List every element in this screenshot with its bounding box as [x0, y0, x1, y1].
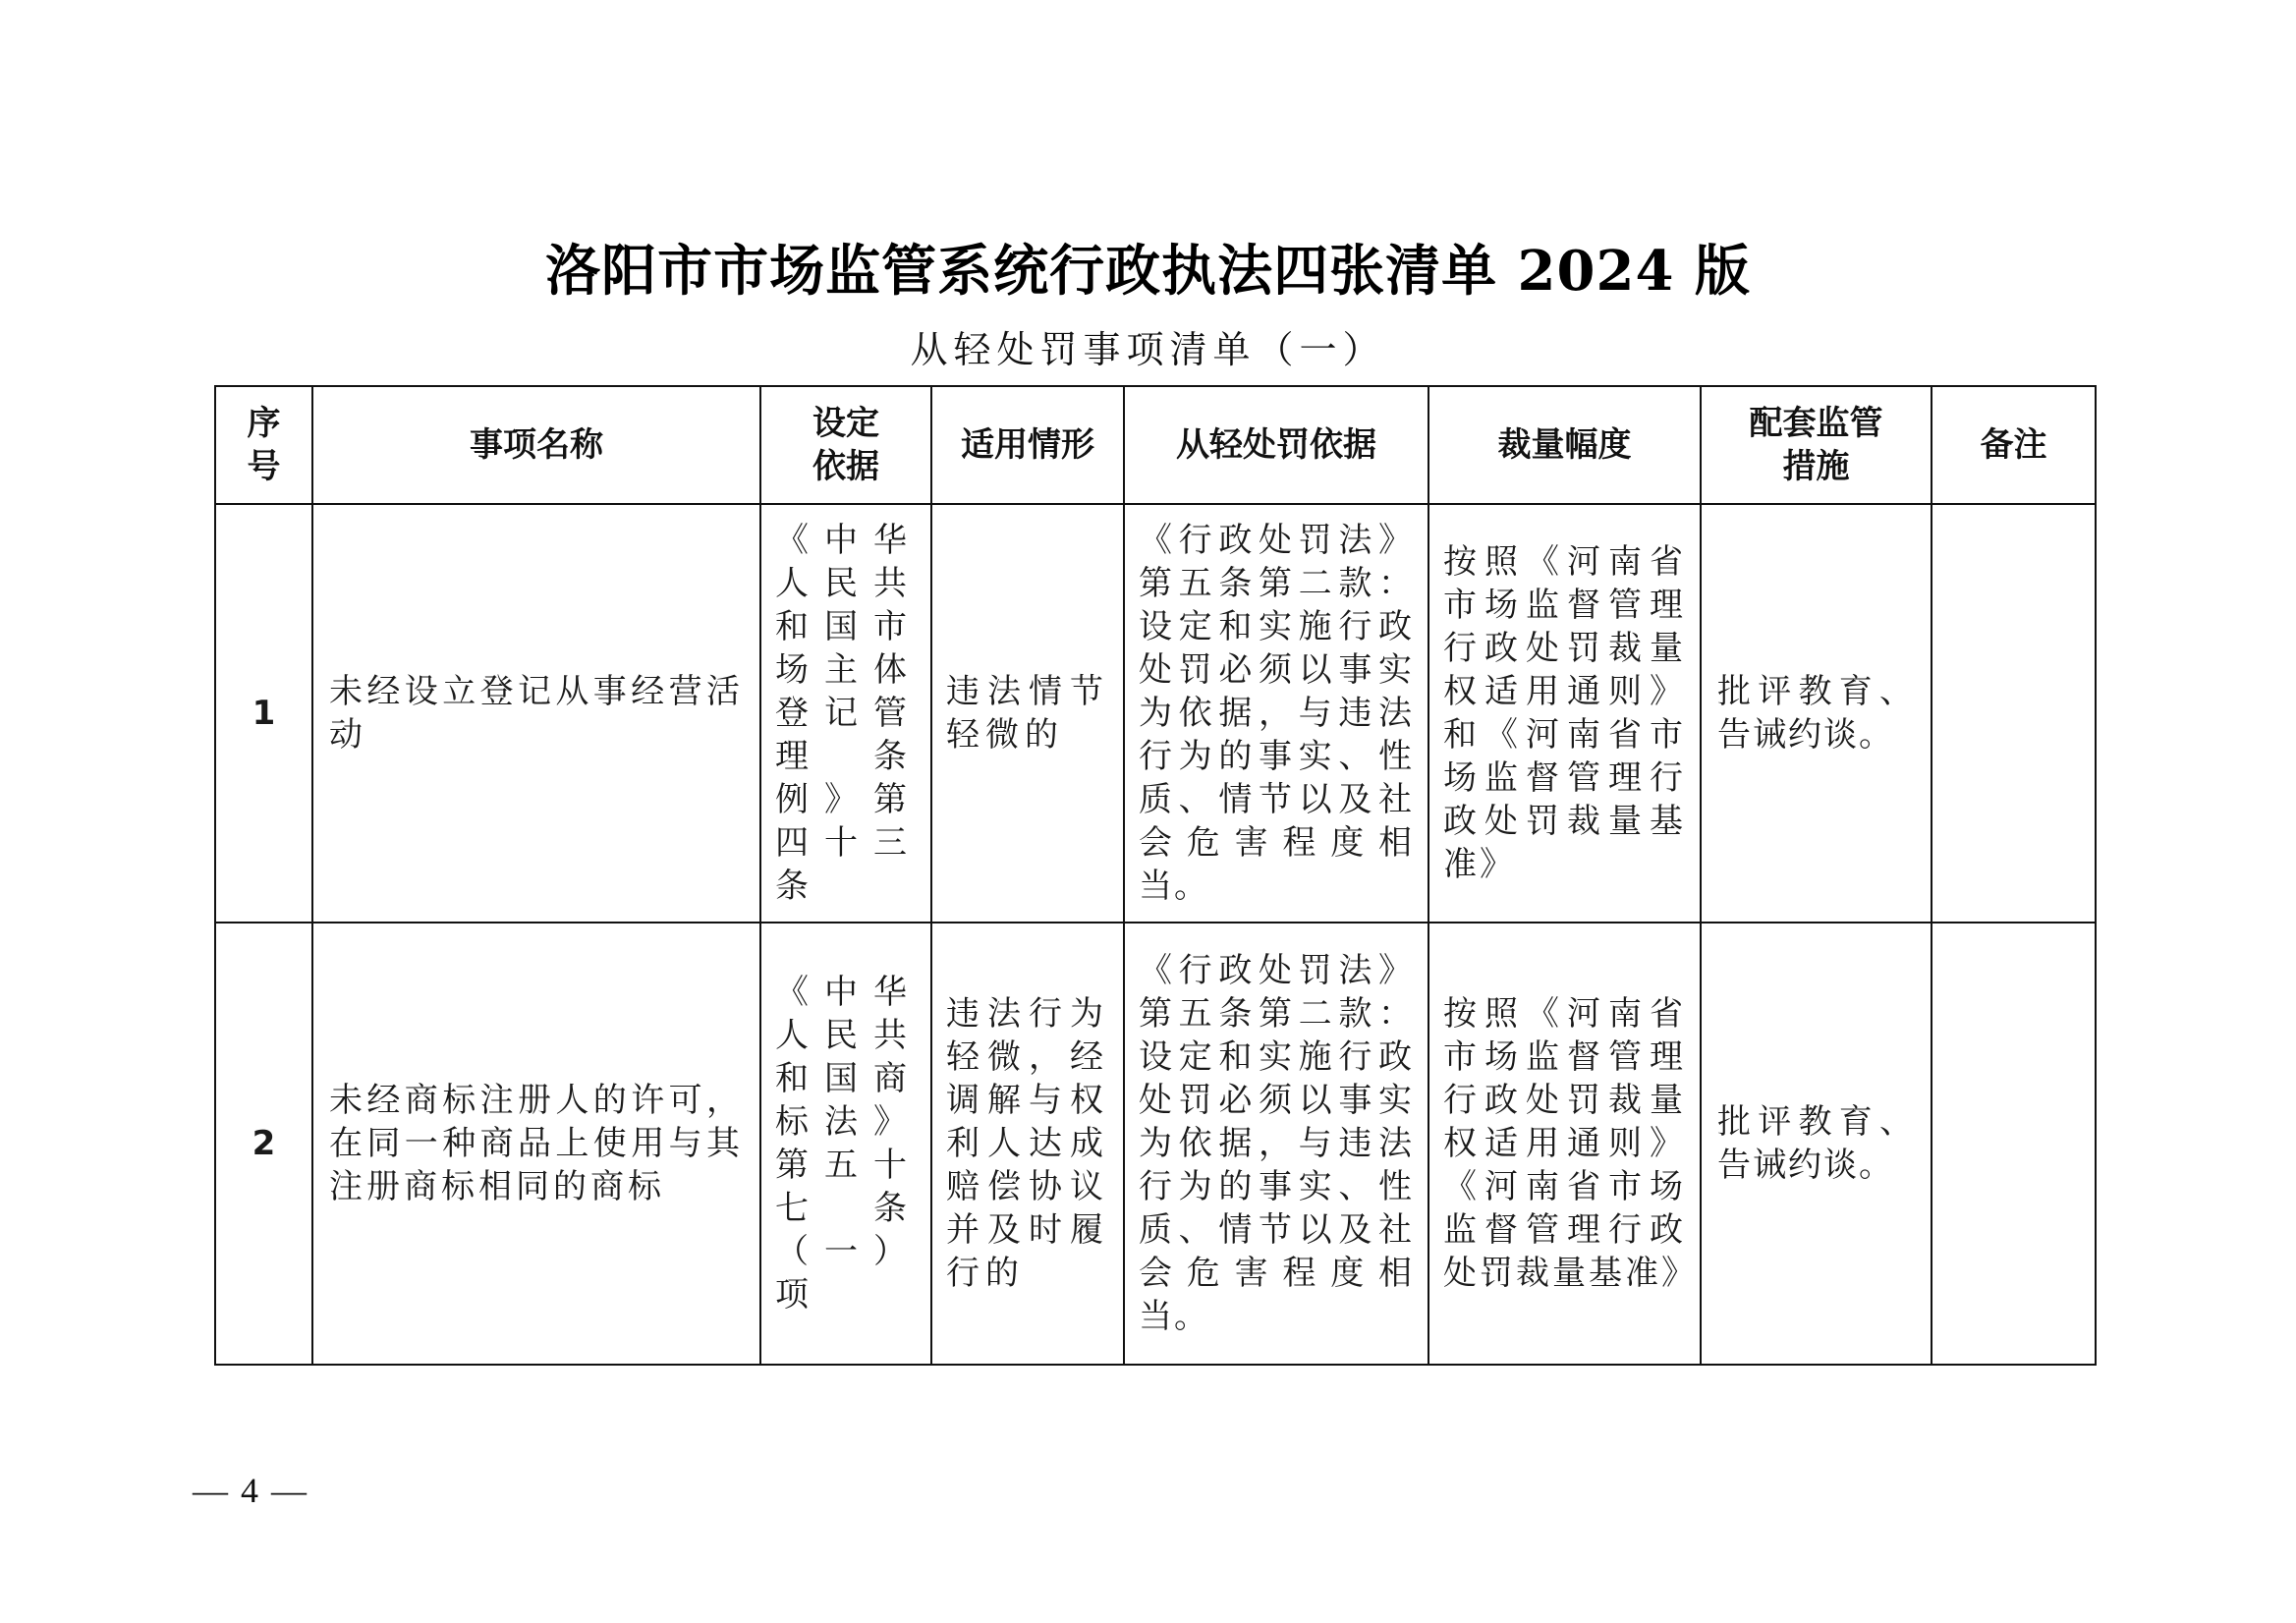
header-basis: 设定依据 [760, 386, 931, 504]
page-subtitle: 从轻处罚事项清单（一） [910, 328, 1386, 371]
cell-range: 按照《河南省市场监督管理行政处罚裁量权适用通则》《河南省市场监督管理行政处罚裁量基准》 [1428, 923, 1701, 1365]
cell-name: 未经设立登记从事经营活动 [312, 504, 760, 923]
cell-measures: 批评教育、告诫约谈。 [1701, 923, 1932, 1365]
header-name: 事项名称 [312, 386, 760, 504]
header-condition: 适用情形 [931, 386, 1124, 504]
table-row [215, 923, 2096, 1365]
header-range: 裁量幅度 [1428, 386, 1701, 504]
cell-condition: 违法情节轻微的 [931, 504, 1124, 923]
table-header-row [215, 386, 2096, 504]
cell-basis: 《中华人民共和国商标法》第五十七条（一）项 [760, 923, 931, 1365]
cell-name: 未经商标注册人的许可，在同一种商品上使用与其注册商标相同的商标 [312, 923, 760, 1365]
cell-light-basis: 《行政处罚法》第五条第二款：设定和实施行政处罚必须以事实为依据，与违法行为的事实、性质、情节以及社会危害程度相当。 [1124, 923, 1428, 1365]
cell-measures: 批评教育、告诫约谈。 [1701, 504, 1932, 923]
cell-seq: 2 [215, 923, 312, 1365]
cell-remarks [1932, 923, 2096, 1365]
cell-light-basis: 《行政处罚法》第五条第二款：设定和实施行政处罚必须以事实为依据，与违法行为的事实、性质、情节以及社会危害程度相当。 [1124, 504, 1428, 923]
cell-seq: 1 [215, 504, 312, 923]
header-remarks: 备注 [1932, 386, 2096, 504]
table-row [215, 504, 2096, 923]
header-light-basis: 从轻处罚依据 [1124, 386, 1428, 504]
page-number: — 4 — [193, 1471, 308, 1510]
cell-range: 按照《河南省市场监督管理行政处罚裁量权适用通则》和《河南省市场监督管理行政处罚裁量基准》 [1428, 504, 1701, 923]
penalty-list-table [214, 385, 2097, 1366]
cell-remarks [1932, 504, 2096, 923]
page-title: 洛阳市市场监管系统行政执法四张清单 2024 版 [545, 239, 1751, 304]
header-seq: 序号 [215, 386, 312, 504]
cell-condition: 违法行为轻微，经调解与权利人达成赔偿协议并及时履行的 [931, 923, 1124, 1365]
header-measures: 配套监管措施 [1701, 386, 1932, 504]
cell-basis: 《中华人民共和国市场主体登记管理条例》第四十三条 [760, 504, 931, 923]
